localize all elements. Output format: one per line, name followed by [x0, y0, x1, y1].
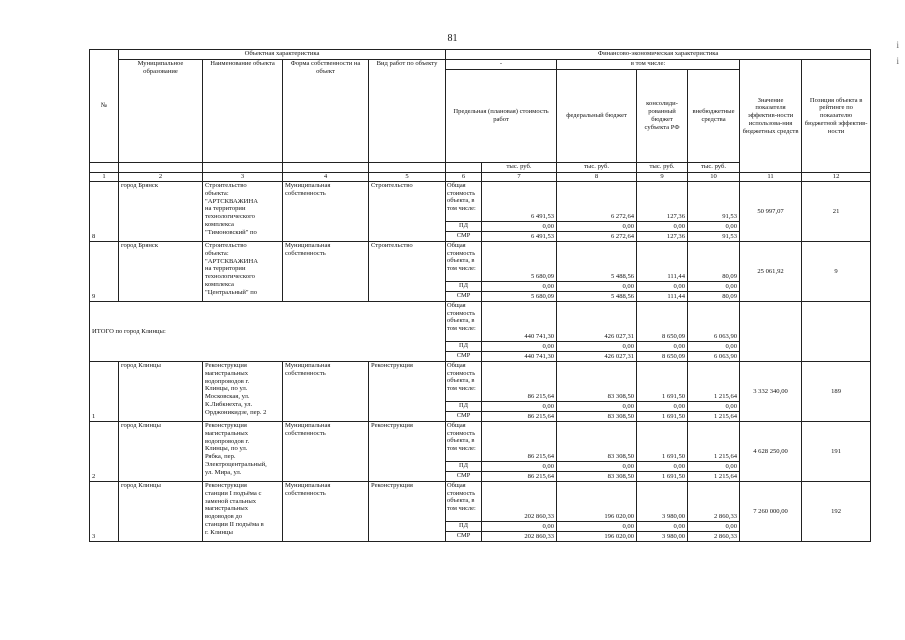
value-cell: 0,00: [557, 342, 637, 352]
column-number: 11: [740, 173, 802, 182]
sub-label-total: [446, 422, 482, 462]
sub-label-smr: СМР: [446, 292, 482, 302]
value-cell: 1 691,50: [637, 362, 688, 402]
record-municipality: город Клинцы: [119, 482, 203, 542]
record-object-name: [203, 422, 283, 482]
name-line: "АРТСКВАЖИНА: [205, 257, 258, 265]
value-cell: 6 063,90: [688, 302, 740, 342]
value-cell: 0,00: [637, 222, 688, 232]
sub-label-line: том числе:: [447, 504, 476, 512]
sub-label-pd: ПД: [446, 522, 482, 532]
header-row: [90, 50, 871, 60]
value-cell: 2 860,33: [688, 482, 740, 522]
record-rating: 191: [802, 422, 871, 482]
name-line: Московская, ул.: [205, 393, 250, 401]
value-cell: 0,00: [557, 462, 637, 472]
name-line: магистральных: [205, 505, 249, 513]
sub-label-line: стоимость: [447, 489, 476, 497]
total-row: [90, 302, 871, 342]
ownership-line: собственность: [285, 249, 326, 257]
value-cell: 1 691,50: [637, 472, 688, 482]
sub-label-smr: СМР: [446, 352, 482, 362]
units-empty: [90, 163, 119, 173]
header-finance-group: Финансово-экономическая характеристика: [446, 50, 871, 60]
column-number: 12: [802, 173, 871, 182]
column-number: 6: [446, 173, 482, 182]
ownership-line: Муниципальная: [285, 422, 331, 429]
value-cell: 1 215,64: [688, 362, 740, 402]
value-cell: 6 063,90: [688, 352, 740, 362]
name-line: г. Клинцы: [205, 528, 233, 536]
sub-label-line: том числе:: [447, 204, 476, 212]
ownership-line: Муниципальная: [285, 182, 331, 189]
units-empty: [369, 163, 446, 173]
unit-cell: тыс. руб.: [557, 163, 637, 173]
record-municipality: город Брянск: [119, 182, 203, 242]
value-cell: 0,00: [688, 342, 740, 352]
ownership-line: собственность: [285, 489, 326, 497]
value-cell: 127,36: [637, 182, 688, 222]
value-cell: 0,00: [482, 402, 557, 412]
value-cell: 6 272,64: [557, 232, 637, 242]
table-row: [90, 422, 871, 462]
value-cell: 0,00: [557, 282, 637, 292]
column-number: 2: [119, 173, 203, 182]
sub-label-line: Общая: [447, 422, 466, 429]
record-rating: 192: [802, 482, 871, 542]
total-empty: [802, 302, 871, 362]
ownership-line: Муниципальная: [285, 482, 331, 489]
value-cell: 3 980,00: [637, 482, 688, 522]
record-ownership: [283, 422, 369, 482]
value-cell: 8 650,09: [637, 302, 688, 342]
value-cell: 0,00: [637, 342, 688, 352]
value-cell: 440 741,30: [482, 352, 557, 362]
record-ownership: [283, 182, 369, 242]
record-number: 1: [90, 362, 119, 422]
header-object-group: Объектная характеристика: [119, 50, 446, 60]
ownership-line: собственность: [285, 369, 326, 377]
name-line: Клинцы, по ул.: [205, 385, 248, 393]
ownership-line: собственность: [285, 429, 326, 437]
sub-label-line: объекта, в: [447, 317, 475, 325]
record-efficiency: 7 260 000,00: [740, 482, 802, 542]
units-empty: [446, 163, 482, 173]
record-ownership: [283, 242, 369, 302]
value-cell: 0,00: [688, 222, 740, 232]
sub-label-line: объекта, в: [447, 497, 475, 505]
name-line: Клинцы, по ул.: [205, 445, 248, 453]
record-efficiency: 25 061,92: [740, 242, 802, 302]
sub-label-smr: СМР: [446, 472, 482, 482]
page-number: 81: [447, 33, 458, 44]
record-work-type: Реконструкция: [369, 362, 446, 422]
value-cell: 6 272,64: [557, 182, 637, 222]
name-line: комплекса: [205, 280, 234, 288]
sub-label-line: стоимость: [447, 429, 476, 437]
name-line: "Тимоновский" по: [205, 228, 257, 236]
value-cell: 0,00: [637, 402, 688, 412]
ownership-line: Муниципальная: [285, 242, 331, 249]
value-cell: 202 860,33: [482, 532, 557, 542]
header-efficiency: Значение показателя эффектив-ности использова-ния бюджетных средств: [740, 60, 802, 173]
column-number: 7: [482, 173, 557, 182]
sub-label-smr: СМР: [446, 532, 482, 542]
record-rating: 189: [802, 362, 871, 422]
ownership-line: Муниципальная: [285, 362, 331, 369]
record-municipality: город Клинцы: [119, 362, 203, 422]
header-row: [90, 60, 871, 70]
name-line: Орджоникидзе, пер. 2: [205, 408, 267, 416]
value-cell: 83 308,50: [557, 472, 637, 482]
name-line: технологического: [205, 273, 255, 281]
record-municipality: город Клинцы: [119, 422, 203, 482]
sub-label-line: том числе:: [447, 264, 476, 272]
units-empty: [283, 163, 369, 173]
value-cell: 0,00: [688, 462, 740, 472]
header-ownership: Форма собственности на объект: [283, 60, 369, 163]
sub-label-line: Общая: [447, 182, 466, 189]
value-cell: 426 027,31: [557, 352, 637, 362]
column-number: 1: [90, 173, 119, 182]
record-object-name: [203, 362, 283, 422]
value-cell: 111,44: [637, 242, 688, 282]
name-line: водопроводов г.: [205, 437, 250, 445]
value-cell: 202 860,33: [482, 482, 557, 522]
record-ownership: [283, 482, 369, 542]
header-including: в том числе:: [557, 60, 740, 70]
name-line: ул. Мира, ул.: [205, 468, 242, 476]
header-dash: -: [446, 60, 557, 70]
sub-label-pd: ПД: [446, 282, 482, 292]
record-municipality: город Брянск: [119, 242, 203, 302]
value-cell: 86 215,64: [482, 472, 557, 482]
header-work-type: Вид работ по объекту: [369, 60, 446, 163]
sub-label-line: объекта, в: [447, 437, 475, 445]
name-line: станции I подъёма с: [205, 489, 262, 497]
value-cell: 91,53: [688, 232, 740, 242]
value-cell: 1 691,50: [637, 412, 688, 422]
units-empty: [203, 163, 283, 173]
unit-cell: тыс. руб.: [688, 163, 740, 173]
sub-label-total: [446, 482, 482, 522]
total-label: ИТОГО по город Клинцы:: [90, 302, 446, 362]
unit-cell: тыс. руб.: [482, 163, 557, 173]
record-rating: 9: [802, 242, 871, 302]
value-cell: 8 650,09: [637, 352, 688, 362]
record-number: 3: [90, 482, 119, 542]
sub-label-line: том числе:: [447, 384, 476, 392]
name-line: Электроцентральный,: [205, 460, 267, 468]
name-line: технологического: [205, 213, 255, 221]
sub-label-line: стоимость: [447, 189, 476, 197]
value-cell: 1 215,64: [688, 422, 740, 462]
unit-cell: тыс. руб.: [637, 163, 688, 173]
record-work-type: Реконструкция: [369, 482, 446, 542]
value-cell: 5 680,09: [482, 242, 557, 282]
value-cell: 127,36: [637, 232, 688, 242]
sub-label-total: [446, 182, 482, 222]
name-line: К.Либкнехта, ул.: [205, 400, 253, 408]
record-work-type: Строительство: [369, 242, 446, 302]
name-line: "Центральный" по: [205, 288, 258, 296]
record-object-name: [203, 482, 283, 542]
value-cell: 1 215,64: [688, 412, 740, 422]
sub-label-line: стоимость: [447, 369, 476, 377]
column-number: 4: [283, 173, 369, 182]
value-cell: 426 027,31: [557, 302, 637, 342]
sub-label-pd: ПД: [446, 342, 482, 352]
name-line: заменой стальных: [205, 497, 257, 505]
value-cell: 80,09: [688, 292, 740, 302]
value-cell: 0,00: [557, 402, 637, 412]
header-municipality: Муниципальное образование: [119, 60, 203, 163]
value-cell: 0,00: [637, 462, 688, 472]
record-number: 2: [90, 422, 119, 482]
value-cell: 6 491,53: [482, 182, 557, 222]
record-object-name: [203, 242, 283, 302]
value-cell: 91,53: [688, 182, 740, 222]
value-cell: 86 215,64: [482, 362, 557, 402]
record-number: 9: [90, 242, 119, 302]
name-line: Рябка, пер.: [205, 453, 236, 461]
sub-label-smr: СМР: [446, 412, 482, 422]
value-cell: 86 215,64: [482, 412, 557, 422]
record-work-type: Реконструкция: [369, 422, 446, 482]
column-number: 3: [203, 173, 283, 182]
record-efficiency: 3 332 340,00: [740, 362, 802, 422]
header-no: №: [90, 50, 119, 163]
value-cell: 6 491,53: [482, 232, 557, 242]
column-number: 8: [557, 173, 637, 182]
sub-label-total: [446, 302, 482, 342]
finance-table: [89, 49, 871, 542]
value-cell: 86 215,64: [482, 422, 557, 462]
value-cell: 0,00: [482, 282, 557, 292]
value-cell: 0,00: [688, 282, 740, 292]
sub-label-pd: ПД: [446, 402, 482, 412]
value-cell: 5 488,56: [557, 242, 637, 282]
sub-label-line: том числе:: [447, 444, 476, 452]
record-work-type: Строительство: [369, 182, 446, 242]
sub-label-total: [446, 242, 482, 282]
header-max-cost: Предельная (плановая) стоимость работ: [446, 70, 557, 163]
value-cell: 0,00: [688, 402, 740, 412]
record-efficiency: 4 628 250,00: [740, 422, 802, 482]
value-cell: 0,00: [482, 342, 557, 352]
name-line: водоводов до: [205, 513, 243, 521]
sub-label-line: том числе:: [447, 324, 476, 332]
record-object-name: [203, 182, 283, 242]
value-cell: 0,00: [482, 222, 557, 232]
name-line: на территории: [205, 265, 246, 273]
table-row: [90, 242, 871, 282]
value-cell: 1 691,50: [637, 422, 688, 462]
record-ownership: [283, 362, 369, 422]
sub-label-line: стоимость: [447, 249, 476, 257]
name-line: комплекса: [205, 220, 234, 228]
name-line: магистральных: [205, 369, 249, 377]
value-cell: 111,44: [637, 292, 688, 302]
name-line: водопроводов г.: [205, 377, 250, 385]
value-cell: 5 680,09: [482, 292, 557, 302]
record-rating: 21: [802, 182, 871, 242]
record-efficiency: 50 997,07: [740, 182, 802, 242]
sub-label-smr: СМР: [446, 232, 482, 242]
name-line: Реконструкция: [205, 422, 247, 429]
sub-label-line: объекта, в: [447, 377, 475, 385]
header-object-name: Наименование объекта: [203, 60, 283, 163]
name-line: на территории: [205, 205, 246, 213]
value-cell: 1 215,64: [688, 472, 740, 482]
name-line: объекта:: [205, 189, 229, 197]
sub-label-line: Общая: [447, 242, 466, 249]
value-cell: 0,00: [688, 522, 740, 532]
name-line: Реконструкция: [205, 362, 247, 369]
value-cell: 83 308,50: [557, 362, 637, 402]
value-cell: 80,09: [688, 242, 740, 282]
name-line: магистральных: [205, 429, 249, 437]
value-cell: 0,00: [482, 462, 557, 472]
table-row: [90, 482, 871, 522]
column-number: 10: [688, 173, 740, 182]
sub-label-pd: ПД: [446, 222, 482, 232]
header-consolidated: консолиди-рованный бюджет субъекта РФ: [637, 70, 688, 163]
column-numbers-row: [90, 173, 871, 182]
sub-label-line: объекта, в: [447, 197, 475, 205]
header-extrabudget: внебюджетные средства: [688, 70, 740, 163]
name-line: Реконструкция: [205, 482, 247, 489]
column-number: 9: [637, 173, 688, 182]
record-number: 8: [90, 182, 119, 242]
sub-label-line: Общая: [447, 362, 466, 369]
value-cell: 5 488,56: [557, 292, 637, 302]
column-number: 5: [369, 173, 446, 182]
value-cell: 3 980,00: [637, 532, 688, 542]
value-cell: 0,00: [557, 222, 637, 232]
value-cell: 196 020,00: [557, 532, 637, 542]
value-cell: 0,00: [637, 522, 688, 532]
ownership-line: собственность: [285, 189, 326, 197]
value-cell: 0,00: [557, 522, 637, 532]
name-line: станции II подъёма в: [205, 520, 264, 528]
value-cell: 83 308,50: [557, 412, 637, 422]
value-cell: 440 741,30: [482, 302, 557, 342]
table-row: [90, 182, 871, 222]
edge-mark: i: [896, 56, 899, 66]
name-line: объекта:: [205, 249, 229, 257]
header-rating: Позиция объекта в рейтинге по показателю бюджетной эффектив-ности: [802, 60, 871, 173]
sub-label-line: Общая: [447, 302, 466, 309]
value-cell: 196 020,00: [557, 482, 637, 522]
table-row: [90, 362, 871, 402]
total-empty: [740, 302, 802, 362]
sub-label-pd: ПД: [446, 462, 482, 472]
sub-label-line: Общая: [447, 482, 466, 489]
value-cell: 0,00: [637, 282, 688, 292]
sub-label-line: стоимость: [447, 309, 476, 317]
value-cell: 2 860,33: [688, 532, 740, 542]
edge-mark: i: [896, 40, 899, 50]
sub-label-line: объекта, в: [447, 257, 475, 265]
sub-label-total: [446, 362, 482, 402]
header-federal: федеральный бюджет: [557, 70, 637, 163]
value-cell: 0,00: [482, 522, 557, 532]
name-line: Строительство: [205, 182, 247, 189]
name-line: Строительство: [205, 242, 247, 249]
name-line: "АРТСКВАЖИНА: [205, 197, 258, 205]
value-cell: 83 308,50: [557, 422, 637, 462]
units-empty: [119, 163, 203, 173]
